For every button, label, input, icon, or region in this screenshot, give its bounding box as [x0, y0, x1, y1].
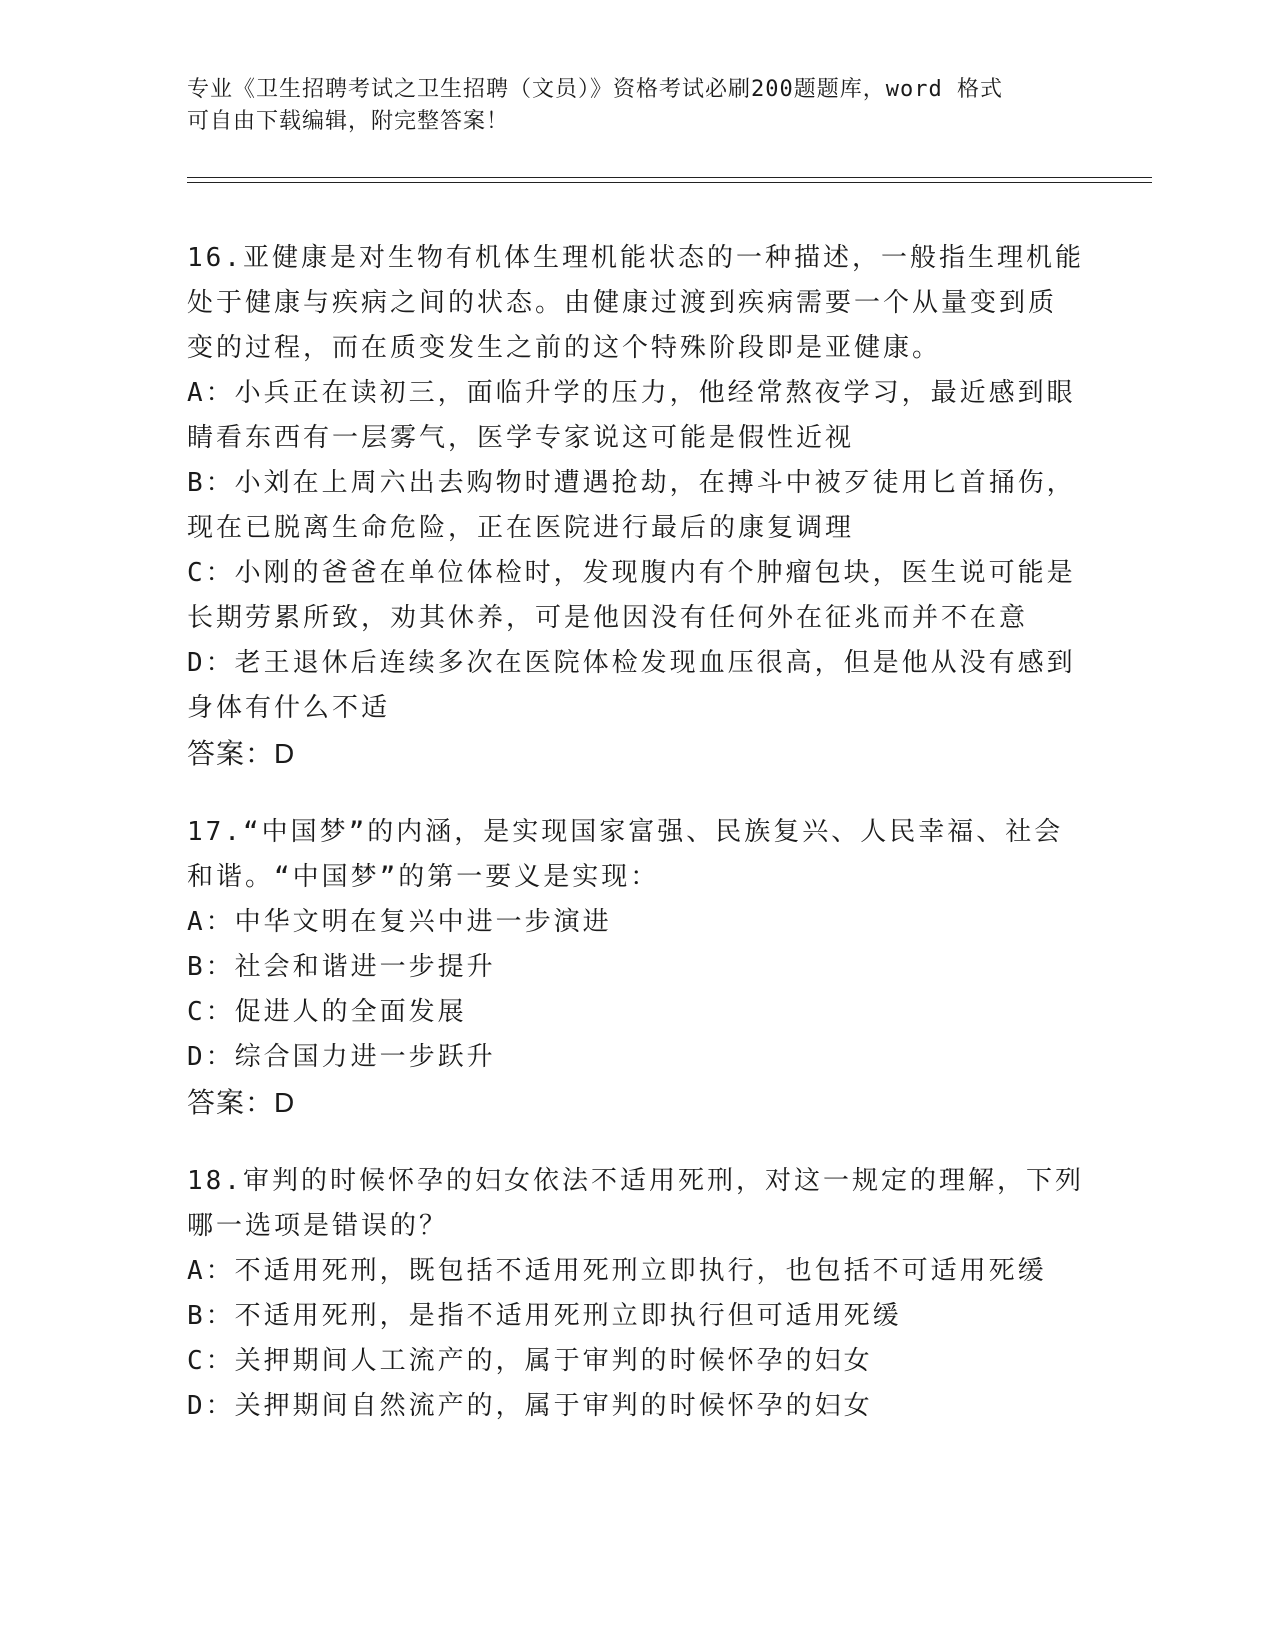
question-stem-line: 和谐。“中国梦”的第一要义是实现：	[187, 862, 660, 892]
answer-label: 答案：D	[187, 738, 296, 769]
option-a-line: A：中华文明在复兴中进一步演进	[187, 907, 612, 937]
question-stem-line: 哪一选项是错误的？	[187, 1211, 449, 1241]
header-line: 专业《卫生招聘考试之卫生招聘（文员）》资格考试必刷200题题库，word 格式	[187, 77, 1003, 102]
document-header	[187, 74, 1067, 138]
option-d-line: D：综合国力进一步跃升	[187, 1042, 496, 1072]
header-divider-top	[187, 177, 1152, 178]
question-stem-line: 变的过程，而在质变发生之前的这个特殊阶段即是亚健康。	[187, 333, 942, 363]
option-b-line: B：社会和谐进一步提升	[187, 952, 496, 982]
option-c-line: C：关押期间人工流产的，属于审判的时候怀孕的妇女	[187, 1346, 873, 1376]
answer-label: 答案：D	[187, 1087, 296, 1118]
question-16	[187, 236, 1087, 776]
option-d-line: D：老王退休后连续多次在医院体检发现血压很高，但是他从没有感到	[187, 648, 1076, 678]
option-d-line: D：关押期间自然流产的，属于审判的时候怀孕的妇女	[187, 1391, 873, 1421]
question-stem-line: 处于健康与疾病之间的状态。由健康过渡到疾病需要一个从量变到质	[187, 288, 1058, 318]
question-stem-line: 18.审判的时候怀孕的妇女依法不适用死刑，对这一规定的理解，下列	[187, 1166, 1084, 1196]
option-a-line: A：小兵正在读初三，面临升学的压力，他经常熬夜学习，最近感到眼	[187, 378, 1076, 408]
question-stem-line: 17.“中国梦”的内涵，是实现国家富强、民族复兴、人民幸福、社会	[187, 817, 1064, 847]
header-divider-bottom	[187, 182, 1152, 183]
option-d-line: 身体有什么不适	[187, 693, 391, 723]
question-18	[187, 1159, 1087, 1429]
option-c-line: C：小刚的爸爸在单位体检时，发现腹内有个肿瘤包块，医生说可能是	[187, 558, 1076, 588]
question-list	[187, 236, 1087, 1463]
question-17	[187, 810, 1087, 1125]
option-b-line: 现在已脱离生命危险，正在医院进行最后的康复调理	[187, 513, 855, 543]
option-b-line: B：小刘在上周六出去购物时遭遇抢劫，在搏斗中被歹徒用匕首捅伤，	[187, 468, 1076, 498]
header-line: 可自由下载编辑，附完整答案！	[187, 109, 510, 134]
option-b-line: B：不适用死刑，是指不适用死刑立即执行但可适用死缓	[187, 1301, 902, 1331]
option-a-line: 睛看东西有一层雾气，医学专家说这可能是假性近视	[187, 423, 855, 453]
option-a-line: A：不适用死刑，既包括不适用死刑立即执行，也包括不可适用死缓	[187, 1256, 1047, 1286]
option-c-line: C：促进人的全面发展	[187, 997, 467, 1027]
question-stem-line: 16.亚健康是对生物有机体生理机能状态的一种描述，一般指生理机能	[187, 243, 1084, 273]
option-c-line: 长期劳累所致，劝其休养，可是他因没有任何外在征兆而并不在意	[187, 603, 1029, 633]
